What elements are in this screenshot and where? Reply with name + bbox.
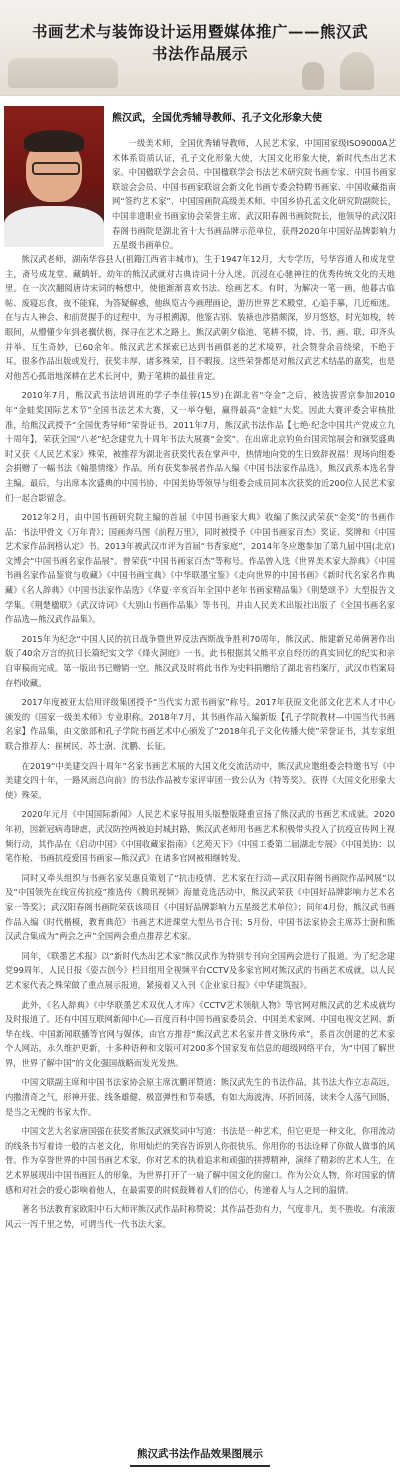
banner-title-line-1: 书画艺术与装饰设计运用暨媒体推广——熊汉武	[31, 22, 368, 41]
intro-section	[0, 96, 400, 252]
bio-paragraph: 2017年度被亚太信用评级集团授予“当代实力派书画家”称号。2017年获原文化部文化艺术人才中心颁发的《国家一级美术师》专业职称。2018年7月，其书画作品入编新版【孔子学院教材—中国当代书画名家】作品集，由文旅部和孔子学院书画艺术中心颁发了“2018年孔子文化传播大使”荣誉证书，其专家组联合推荐人：崔树民、苏士澍、沈鹏、长征。	[5, 697, 395, 751]
banner-plant-decoration	[302, 62, 324, 90]
footer-section-title: 熊汉武书法作品效果图展示	[137, 1448, 263, 1460]
intro-headline: 熊汉武，全国优秀辅导教师、孔子文化形象大使	[112, 113, 322, 124]
bio-paragraph: 在2019“中美建交四十周年”名家书画艺术展的大国文化交流活动中，熊汉武应邀组委会特邀书写《中美建交四十年，一路风雨总向前》的书法作品被专家评审团一致公认为《特等奖》。获得《大国文化形象大使》殊荣。	[5, 760, 395, 800]
footer-underline	[130, 1465, 270, 1467]
intro-paragraph: 一级美术师，全国优秀辅导教师，人民艺术家，中国国家级ISO9000A艺术体系资质认证，孔子文化形象大使，大国文化形象大使，新时代杰出艺术家。中国楹联学会会员、中国楹联学会书法艺术研究院书画专家、中国书画家联谊会会员、中国书画家联谊会新文化书画专委会特聘书画家、中国收藏指南网“签约艺术家”、中国国画院高级美术师。中国乡协孔孟文化研究院副院长，中国非遗职业书画家协会荣誉主席、武汉阳春阁书画院院长，他领导的武汉阳春阁书画院是湖北省十大书画品牌示范单位，获得2020年中国好品牌影响力五星级书画单位。	[112, 138, 396, 251]
banner-title-line-2: 书法作品展示	[151, 44, 248, 63]
bio-paragraph: 2015年为纪念“中国人民的抗日战争暨世界反法西斯战争胜利70周年，熊汉武、熊建新兄弟俩著作出版了40余万言的抗日长篇纪实文学《烽火洞庭》一书。此书根据其父熊平京自经历的真实回忆的纪实和亲自审稿而完成。第一版出书已赠销一空。熊汉武及时将此书作为史料捐赠给了湖北省档案厅，武汉市档案局存档收藏。	[5, 633, 395, 688]
bio-paragraph: 此外，《名人辞典》《中华联墨艺术双优人才库》《CCTV艺术领航人物》等官网对熊汉武的艺术成就均及时报道了。还有中国互联网新闻中心—百度百科中国书画家委员会、中国美术家网、中国电视文艺网、新华在线、中国新闻联播等官网与媒体，由官方推荐“熊汉武艺术名家并普文脉传承”，系首次创建的艺术家个人网站，永久维护更新，十多种语种和文版可对200多个国家发布信息的超级网络平台，为“中国了解世界，世界了解中国”的文化强国战略而发光发热。	[5, 999, 395, 1068]
artist-portrait	[4, 106, 104, 247]
bio-paragraph: 2012年2月，由中国书画研究院主编的首届《中国书画家大典》收编了熊汉武荣获“金奖”的书画作品：书法甲骨文《万年青》；国画奔马图《前程万里》，同时被授予《中国书画家百杰》奖证、奖牌和《中国艺术家作品润格认定》书。2013年被武汉市评为首届“书香家庭”，2014年冬应邀参加了第九届中国(北京)文博会“中国书画名家作品展”。曾荣获“中国书画家百杰”等称号。作品曾入选《世界美术家大辞典》《中国书画名家作品鉴赏与收藏》《中国书画宝典》《中华联墨宝鉴》《走向世界的中国书画》《新时代名家名作典藏》《名人辞典》《中国书法家作品选》《华夏·辛亥百年全国中老年书画家精品集》《荆楚颂予》大型报告文学集。《荆楚楹联》《武汉诗词》《大别山书画作品集》等书刊。并由人民美术出版社出版了《全国书画名家作品选—熊汉武作品集》。	[5, 512, 395, 625]
bio-paragraph: 熊汉武老师，湖南华容县人(祖籍江西省丰城市)，生于1947年12月，大专学历，号华容道人和成龙堂主，斋号成龙堂、藏鹤轩。幼年的熊汉武就对古典诗词十分入迷，沉浸在心驰神往的优秀传统文化的天地里。在一次次翻阅唐诗宋词的畅想中，使他渐渐喜欢书法、绘画艺术。有时，为解决一笔一画，他暮古临帖、废寝忘食，夜不能寐，为答疑解惑，他纵览古今画理画论，游历世界艺术殿堂，心追手摹，几近痴迷。在与古人神会、和前贤握手的过程中，为寻根溯源，他鉴古别、装裱也涉猎颇深，岁月悠悠，时光如梭，转眼间，从懵懂少年到老骥伏枥，探寻在艺术之路上。熊汉武朝夕临池、笔耕不辍，诗、书、画、联、印齐头并举、互生奇妙，已60余年。熊汉武艺术探索已达到书画俱老的艺术境界，社会赞誉余音绕梁，不绝于耳。很多作品出版或发行，获奖丰厚、诸多殊荣，目不暇接。这些荣誉都是对熊汉武艺术结晶的嘉奖，也是对他苦心孤诣地深耕在艺术长河中，勤于笔耕的最佳肯定。	[5, 254, 395, 381]
bio-paragraph: 同时又牵头组织与书画名家吴惠良策划了“抗击疫情、艺术家在行动—武汉阳春阁书画院作品网展”以及“中国领先在线宣传抗疫”推选传《腾讯视频》海量竞选活动中，熊汉武荣获《中国好品牌影响力艺术名家一等奖》；武汉阳春阁书画院荣获该项目《中国好品牌影响力五星级艺术单位》；同年4月份，熊汉武书画作品入编《时代楷模，教育典范》书画艺术进课堂大型丛书合刊；5月份，中国书法家协会主席苏士澍和熊汉武合集成为“两会之声”全国两会重点推荐艺术家。	[5, 872, 395, 942]
biography-content	[0, 252, 400, 1231]
portrait-hair	[24, 130, 84, 152]
bio-paragraph: 中国文联副主席和中国书法家协会原主席沈鹏评赞道：熊汉武先生的书法作品，其书法大作立志高远，内撒清奇之气，形神开张、线条雄健、极富弹性和节奏感，有如大海波涛、环折回荡，读来令人荡气回肠，是当之无愧的书家大作。	[5, 1077, 395, 1117]
bio-paragraph: 2010年7月，熊汉武书法培训班的学子李佳蓉(15岁)在湖北省“夺金”之后，被选拔晋京参加2010年“金蛙奖国际艺术节”全国书法艺术大赛，又一举夺魁，赢得最高“金蛙”大奖。因此大赛评委会审核批准，给熊汉武授予“全国优秀导师”荣誉证书。2011年7月，熊汉武书法作品【七绝·纪念中国共产党成立九十周年】，荣获全国“八老”纪念建党九十周年书法大展赛“金奖”。在出席北京钓鱼台国宾馆展会和颁奖盛典时又获《人民艺术家》殊荣，被推荐为湖北省获奖代表在掌声中，热情地向党的生日致辞祝福！现场向组委会捐赠了一幅书法《翰墨情缘》作品。所有获奖参展者作品入编《中国书法家作品选》，熊汉武系本选名誉主编。最后，与出席本次盛典的中国书协、中国美协等领导与组委会成员同本次获奖的近200位人民艺术家们一起合影留念。	[5, 390, 395, 503]
bio-paragraph: 同年，《联墨艺术报》以“新时代杰出艺术家”熊汉武作为特别专刊向全国两会进行了报道。为了纪念建党99周年，人民日报《姿古创今》栏目组用全视频平台CCTV及多家官网对熊汉武的书画艺术成就，以人民艺术家代表之殊荣做了重点展示报道，紧接着又入刊《企业家日报》《中华建筑报》。	[5, 950, 395, 990]
header-banner	[0, 0, 400, 96]
bio-paragraph: 中国文艺大名家唐国强在获奖者熊汉武颁奖词中写道：书法是一种艺术，但它更是一种文化，你用流动的线条书写着诗一般的古老文化，你用灿烂的笑容告诉别人你很快乐。你用你的书法诠释了你做人做事的风骨。作为享誉世界的中国书画艺术家，你对艺术的执着追求和顽强的拼搏精神，演绎了精彩的艺术人生，在艺术界展现出中国书画匠人的形象，为世界打开了一扇了解中国文化的窗口。作为公众人物，你对国家的情感和对社会的爱心影响着他人，在最需要的时候鼓舞着人们的信心，传递着人与人之间的温情。	[5, 1126, 395, 1195]
portrait-glasses	[32, 162, 80, 175]
bio-paragraph: 著名书法教育家欧阳中石大师评熊汉武作品时称赞说：其作品苍劲有力，气度非凡，美不胜收。有滚滚风云一泻千里之势，可谓当代一代书法大家。	[5, 1204, 395, 1229]
portrait-body	[4, 206, 104, 247]
bio-paragraph: 2020年元月《中国国际新闻》人民艺术家导报用头版整版隆重宣扬了熊汉武的书画艺术成就。2020年初，因新冠病毒肆虐，武汉防控两被迫封城封路，熊汉武老师用书画艺术积极带头投入了抗疫宣传网上视频行动，其作品在《启动中国》《中国收藏家指南》《艺苑天下》《中国工委第二届湖北专展》《中国美协：以笔作枪、书画抗疫爱国书画家—熊汉武》在诸多官网被相继转发。	[5, 809, 395, 864]
